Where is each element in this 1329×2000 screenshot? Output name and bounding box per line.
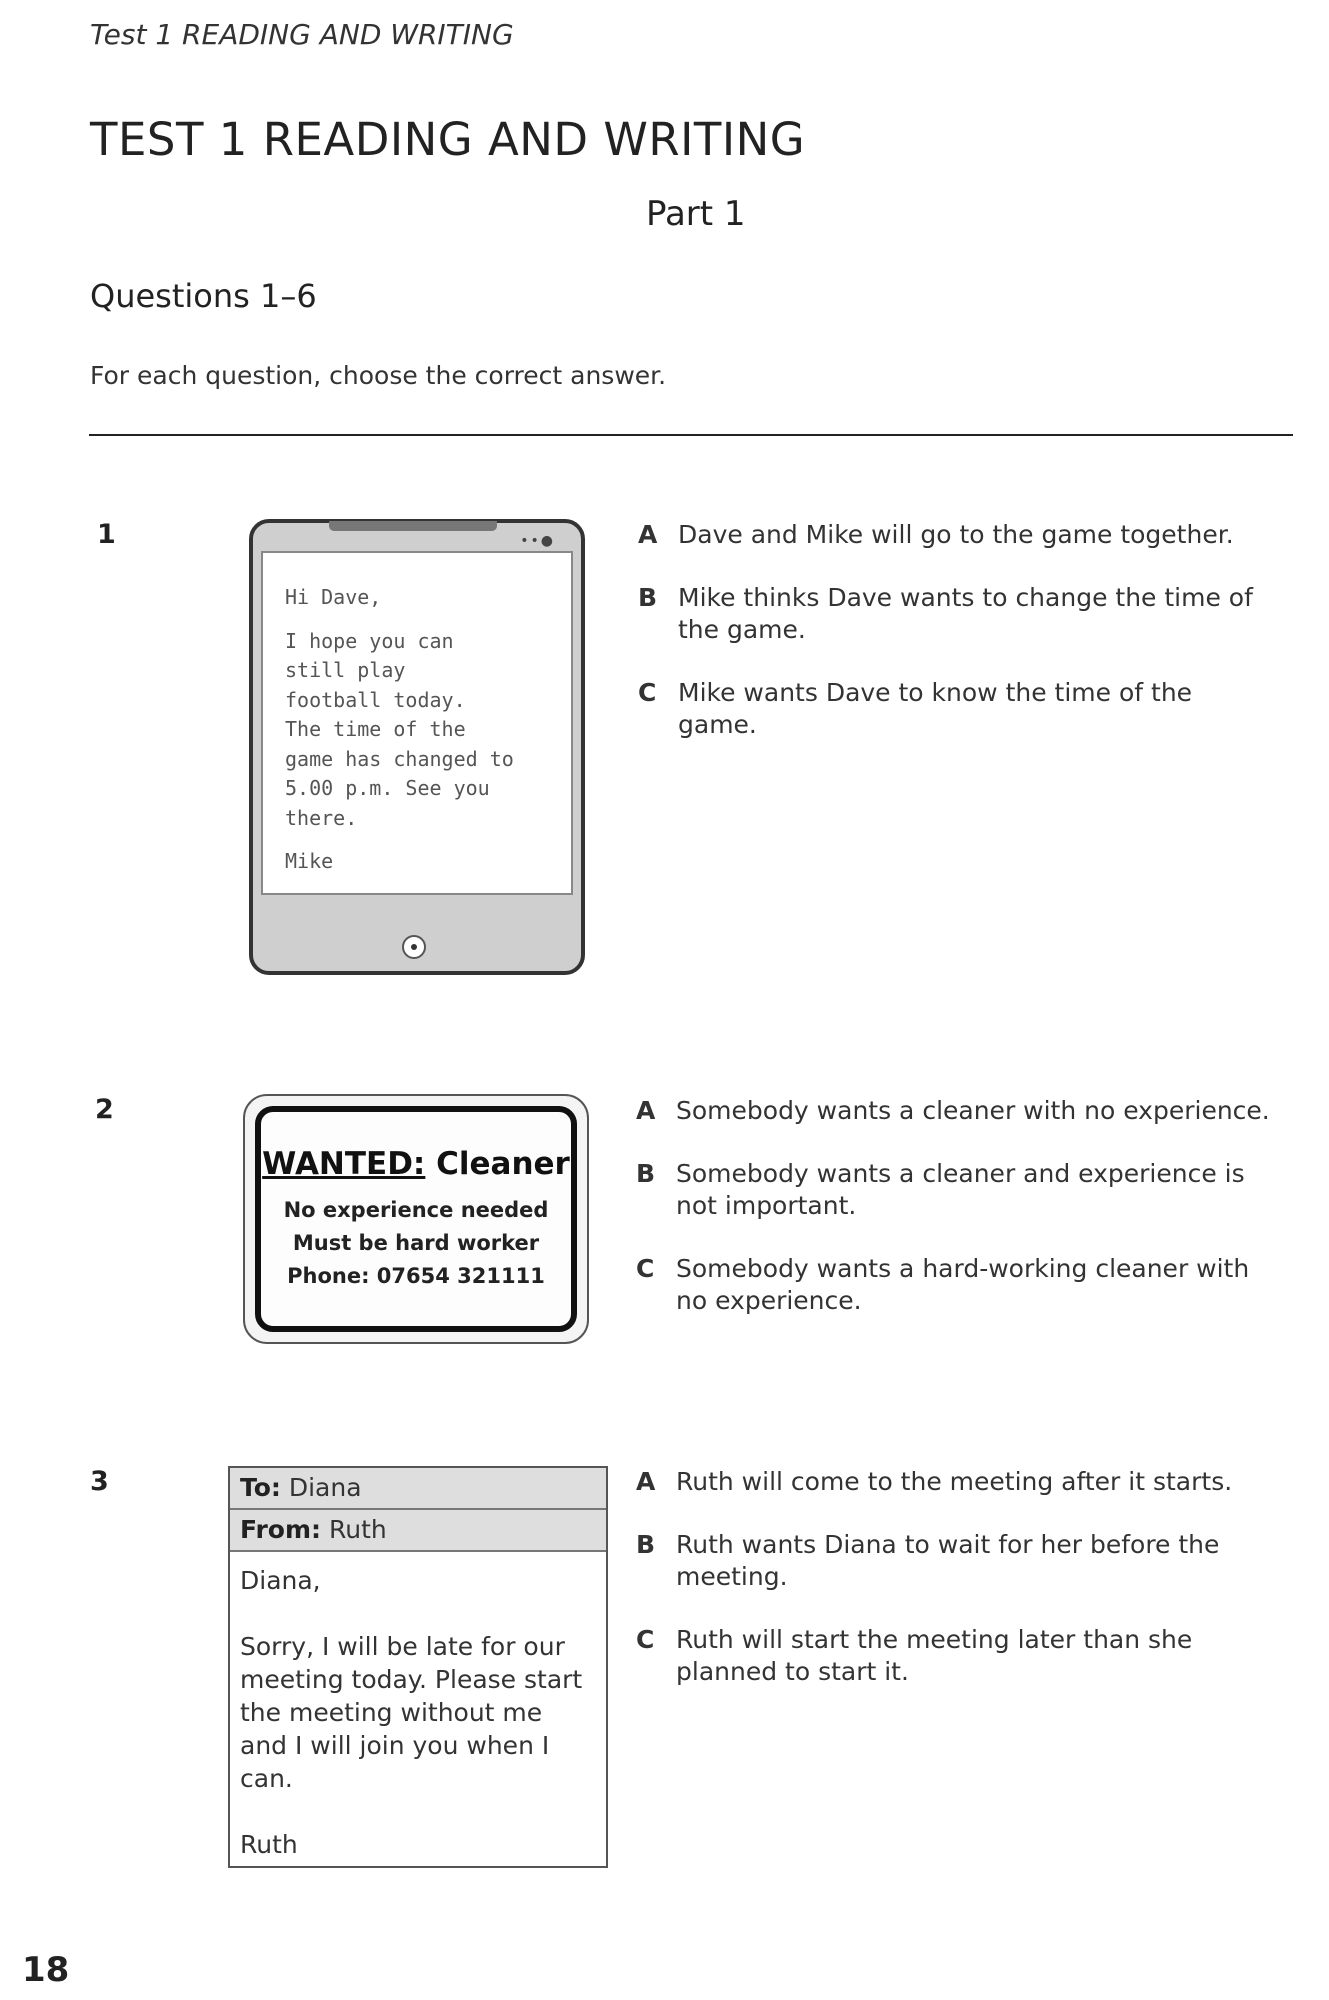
question-number: 3 — [90, 1466, 109, 1497]
answer-option-c[interactable] — [638, 677, 1278, 741]
memo-note — [228, 1466, 608, 1868]
answer-option-a[interactable] — [636, 1466, 1276, 1498]
page-title: TEST 1 READING AND WRITING — [90, 113, 806, 166]
question-number: 1 — [97, 519, 116, 550]
option-letter: A — [638, 520, 658, 549]
option-letter: B — [636, 1159, 656, 1188]
sign-line: No experience needed — [283, 1198, 549, 1222]
part-heading: Part 1 — [646, 194, 746, 234]
tablet-speaker — [329, 521, 497, 531]
memo-to-value: Diana — [288, 1473, 362, 1502]
answer-options — [636, 1466, 1276, 1719]
answer-option-b[interactable] — [636, 1158, 1276, 1222]
message-body: I hope you can still play football today. The time of the game has changed to 5.00 p.m. See you there. — [285, 628, 514, 830]
option-letter: C — [636, 1625, 655, 1654]
running-head: Test 1 READING AND WRITING — [90, 18, 514, 51]
answer-option-c[interactable] — [636, 1624, 1276, 1688]
questions-heading: Questions 1–6 — [90, 277, 317, 315]
tablet-image — [249, 519, 585, 975]
message-greeting: Hi Dave, — [285, 585, 382, 609]
text-message — [285, 583, 565, 891]
memo-to-row — [230, 1468, 606, 1510]
memo-from-label: From: — [240, 1515, 322, 1544]
question-number: 2 — [95, 1094, 114, 1125]
option-letter: C — [636, 1254, 655, 1283]
answer-option-a[interactable] — [636, 1095, 1276, 1127]
option-letter: B — [636, 1530, 656, 1559]
sign-phone: Phone: 07654 321111 — [287, 1264, 545, 1288]
memo-message: Sorry, I will be late for our meeting today. Please start the meeting without me and I will join you when I can. — [240, 1632, 583, 1793]
page-number: 18 — [22, 1950, 70, 1990]
sign-line: Must be hard worker — [292, 1231, 540, 1255]
message-signoff: Mike — [285, 849, 334, 873]
sign-title-wanted: WANTED: — [262, 1146, 426, 1182]
option-text: Ruth will start the meeting later than she planned to start it. — [676, 1625, 1193, 1686]
option-letter: A — [636, 1096, 656, 1125]
answer-option-a[interactable] — [638, 519, 1278, 551]
memo-to-label: To: — [240, 1473, 281, 1502]
answer-option-b[interactable] — [638, 582, 1278, 646]
memo-salutation: Diana, — [240, 1566, 321, 1595]
memo-from-row — [230, 1510, 606, 1552]
sign-panel — [255, 1106, 577, 1332]
answer-option-c[interactable] — [636, 1253, 1276, 1317]
status-dots-icon: ••● — [520, 533, 555, 549]
memo-body — [230, 1552, 606, 1861]
instruction-text: For each question, choose the correct answer. — [90, 361, 667, 390]
option-letter: B — [638, 583, 658, 612]
answer-options — [638, 519, 1278, 772]
option-text: Somebody wants a cleaner with no experience. — [676, 1096, 1270, 1125]
sign-title-cleaner: Cleaner — [436, 1146, 570, 1182]
option-letter: C — [638, 678, 657, 707]
option-text: Ruth will come to the meeting after it starts. — [676, 1467, 1233, 1496]
option-letter: A — [636, 1467, 656, 1496]
option-text: Mike thinks Dave wants to change the time of the game. — [678, 583, 1253, 644]
option-text: Mike wants Dave to know the time of the game. — [678, 678, 1193, 739]
home-button-icon — [402, 935, 426, 959]
divider-rule — [89, 434, 1293, 436]
option-text: Somebody wants a cleaner and experience is not important. — [676, 1159, 1245, 1220]
option-text: Ruth wants Diana to wait for her before the meeting. — [676, 1530, 1220, 1591]
answer-options — [636, 1095, 1276, 1348]
sign-title — [261, 1146, 571, 1182]
answer-option-b[interactable] — [636, 1529, 1276, 1593]
memo-signoff: Ruth — [240, 1830, 298, 1859]
tablet-screen — [261, 551, 573, 895]
memo-from-value: Ruth — [328, 1515, 387, 1544]
option-text: Dave and Mike will go to the game together. — [678, 520, 1234, 549]
wanted-sign — [243, 1094, 589, 1344]
option-text: Somebody wants a hard-working cleaner with no experience. — [676, 1254, 1250, 1315]
